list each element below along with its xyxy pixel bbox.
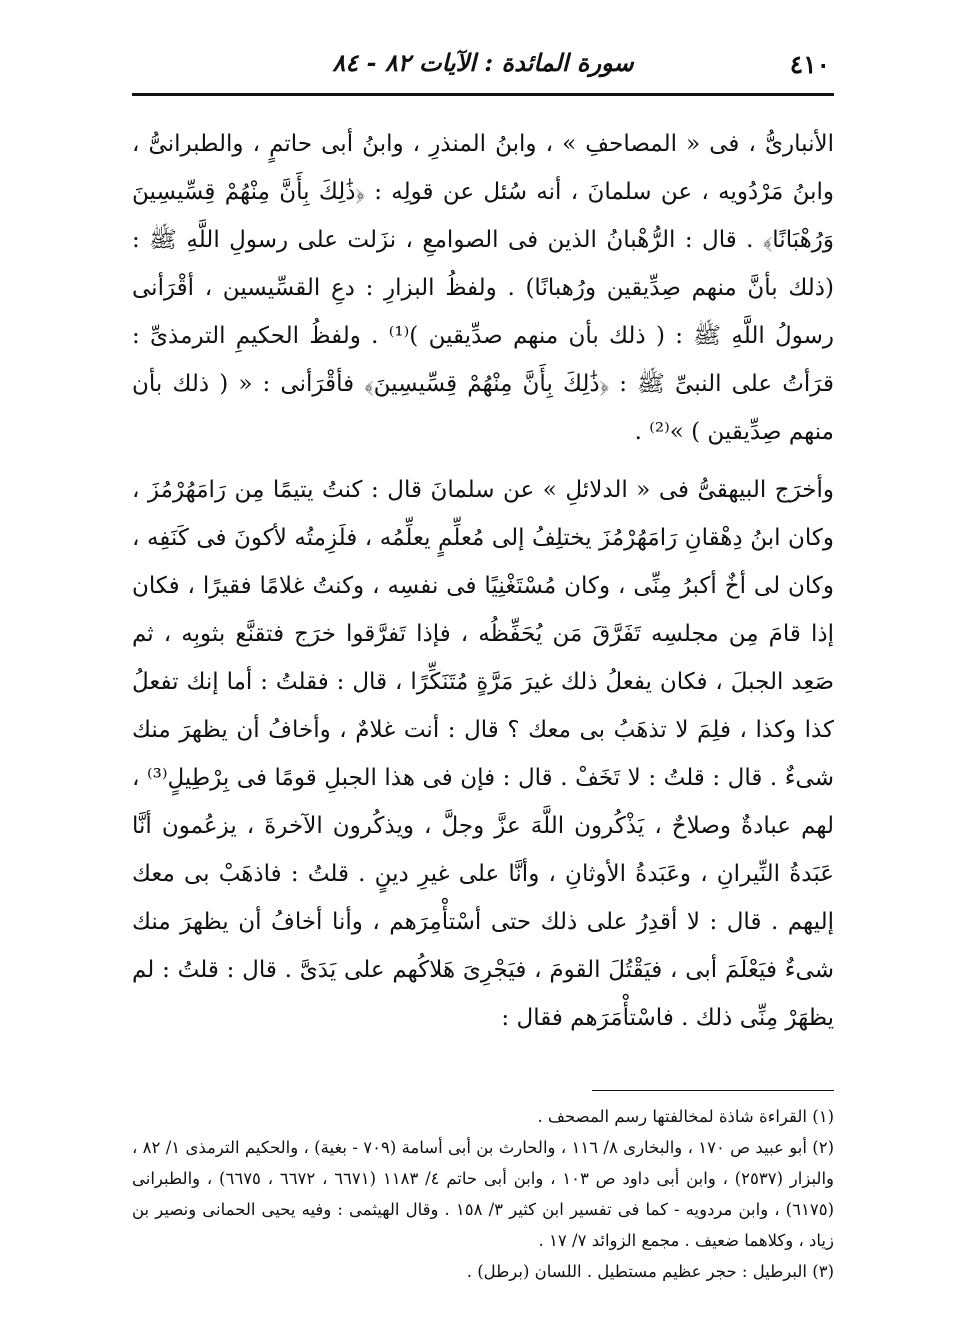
header-rule [132, 93, 834, 96]
footnote-3: (٣) البرطيل : حجر عظيم مستطيل . اللسان (برطل) . [466, 1262, 834, 1281]
paragraph-1: الأنبارىُّ ، فى « المصاحفِ » ، وابنُ المنذرِ ، وابنُ أبى حاتمٍ ، والطبرانىُّ ، وابنُ مَرْدُويه ، عن سلمانَ ، أنه سُئل عن قولِه : ﴿ذَٰلِكَ بِأَنَّ مِنْهُمْ قِسِّيسِينَ وَرُهْبَانًا﴾ . قال : الرُّهْبانُ الذين فى الصوامعِ ، نزَلت على رسولِ اللَّهِ ﷺ : (ذلك بأنَّ منهم صِدِّيقين ورُهبانًا) . ولفظُ البزارِ : دعِ القسِّيسين ، أقْرَأنى رسولُ اللَّهِ ﷺ : ( ذلك بأن منهم صدِّيقين )⁽¹⁾ . ولفظُ الحكيمِ الترمذىِّ : قرَأتُ على النبىِّ ﷺ : ﴿ذَٰلِكَ بِأَنَّ مِنْهُمْ قِسِّيسِينَ﴾ فأقْرَأنى : « ( ذلك بأن منهم صِدِّيقين ) »⁽²⁾ . [132, 131, 834, 445]
page-number: ٤١٠ [789, 50, 830, 79]
footnote-2: (٢) أبو عبيد ص ١٧٠ ، والبخارى ٨/ ١١٦ ، والحارث بن أبى أسامة (٧٠٩ - بغية) ، والحكيم الترمذى ١/ ٨٢ ، والبزار (٢٥٣٧) ، وابن أبى داود ص ١٠٣ ، وابن أبى حاتم ٤/ ١١٨٣ (٦٦٧١ ، ٦٦٧٢ ، ٦٦٧٥) ، والطبرانى (٦١٧٥) ، وابن مردويه - كما فى تفسير ابن كثير ٣/ ١٥٨ . وقال الهيثمى : وفيه يحيى الحمانى ونصير بن زياد ، وكلاهما ضعيف . مجمع الزوائد ٧/ ١٧ . [132, 1138, 835, 1250]
body-text [132, 120, 834, 1042]
running-title: سورة المائدة : الآيات ٨٢ - ٨٤ [332, 48, 634, 77]
footnote-1: (١) القراءة شاذة لمخالفتها رسم المصحف . [537, 1107, 834, 1126]
footnote-separator [592, 1090, 834, 1091]
paragraph-2: وأخرَج البيهقىُّ فى « الدلائلِ » عن سلمانَ قال : كنتُ يتيمًا مِن رَامَهُرْمُزَ ، وكان ابنُ دِهْقانِ رَامَهُرْمُزَ يختلِفُ إلى مُعلِّمٍ يعلِّمُه ، فلَزِمتُه لأكونَ فى كَنَفِه ، وكان لى أخٌ أكبرُ مِنِّى ، وكان مُسْتَغْنِيًا فى نفسِه ، وكنتُ غلامًا فقيرًا ، فكان إذا قامَ مِن مجلسِه تَفَرَّقَ مَن يُحَفِّظُه ، فإذا تَفرَّقوا خرَج فتقنَّع بثوبِه ، ثم صَعِد الجبلَ ، فكان يفعلُ ذلك غيرَ مَرَّةٍ مُتَنَكِّرًا ، قال : فقلتُ : أما إنك تفعلُ كذا وكذا ، فلِمَ لا تذهَبُ بى معك ؟ قال : أنت غلامٌ ، وأخافُ أن يظهرَ منك شىءٌ . قال : قلتُ : لا تَخَفْ . قال : فإن فى هذا الجبلِ قومًا فى بِرْطِيلٍ⁽³⁾ ، لهم عبادةٌ وصلاحٌ ، يَذْكُرون اللَّهَ عزَّ وجلَّ ، ويذكُرون الآخرةَ ، يزعُمون أنَّا عَبَدةُ النِّيرانِ ، وعَبَدةُ الأوثانِ ، وأنَّا على غيرِ دينٍ . قلتُ : فاذهَبْ بى معك إليهم . قال : لا أقدِرُ على ذلك حتى أسْتأْمِرَهم ، وأنا أخافُ أن يظهرَ منك شىءٌ فيَعْلَمَ أبى ، فيَقْتُلَ القومَ ، فيَجْرِىَ هَلاكُهم على يَدَىَّ . قال : قلتُ : لم يظهَرْ مِنِّى ذلك . فاسْتأْمَرَهم فقال : [132, 477, 834, 1031]
footnotes [132, 1101, 834, 1287]
page-header [132, 40, 834, 90]
